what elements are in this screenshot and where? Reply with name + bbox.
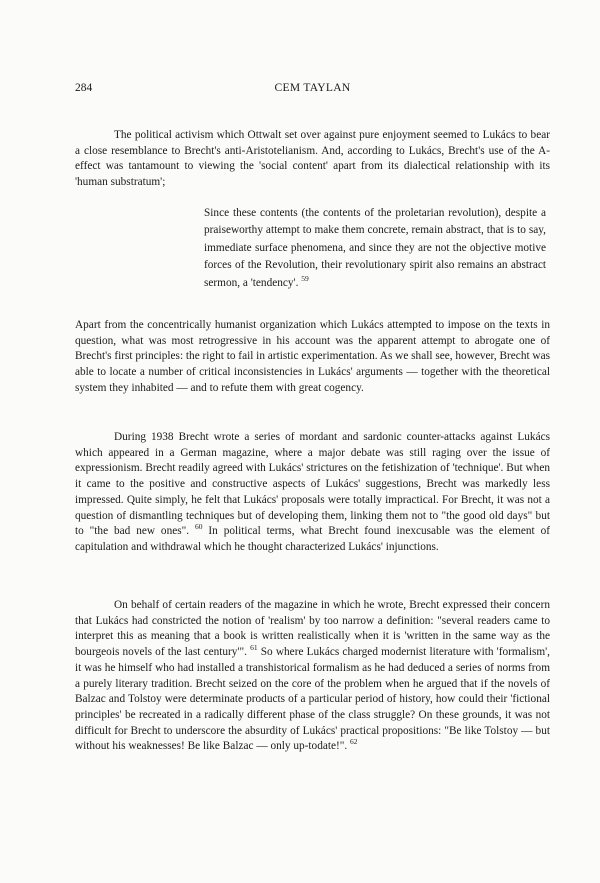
page-number: 284 [75,82,93,94]
paragraph-4-text: On behalf of certain readers of the magazine in which he wrote, Brecht expressed their concern that Lukács had constricted the notion of 'realism' by too narrow a definition: "several readers came to interpret this as meaning that a book is written realistically when it is 'written in the same way as the bourgeois novels of the last century'". [75,599,550,659]
running-head: CEM TAYLAN [274,82,351,94]
block-quote-text: Since these contents (the contents of the proletarian revolution), despite a praiseworthy attempt to make them concrete, remain abstract, that is to say, immediate surface phenomena, and since they are not the objective motive forces of the Revolution, their revolutionary spirit also remains an abstract sermon, a 'tendency'. [204,207,546,289]
footnote-ref-60: 60 [194,522,203,532]
paragraph-2: Apart from the concentrically humanist organization which Lukács attempted to impose on the texts in question, what was most retrogressive in his account was the apparent attempt to abrogate one of Brecht's first principles: the right to fail in artistic experimentation. As we shall see, however, Brecht was able to locate a number of critical inconsistencies in Lukács' arguments — together with the theoretical system they inhabited — and to refute them with great cogency. [75,319,550,394]
paragraph-3-text: During 1938 Brecht wrote a series of mordant and sardonic counter-attacks against Lukács which appeared in a German magazine, where a major debate was still raging over the issue of expressionism. Brecht readily agreed with Lukács' strictures on the fetishization of 'technique'. But when it came to the positive and constructive aspects of Lukács' suggestions, Brecht was markedly less impressed. Quite simply, he felt that Lukács' proposals were totally impractical. For Brecht, it was not a question of dismantling techniques but of developing them, linking them not to "the good old days" but to "the bad new ones". [75,431,550,538]
paragraph-4-text-cont: So where Lukács charged modernist literature with 'formalism', it was he himself who had installed a transhistorical formalism as he had deduced a series of norms from a purely literary tradition. Brecht seized on the core of the problem when he argued that if the novels of Balzac and Tolstoy were determinate products of a particular period of history, how could their 'fictional principles' be recreated in a radically different phase of the class struggle? On these grounds, it was not difficult for Brecht to underscore the absurdity of Lukács' practical propositions: "Be like Tolstoy — but without his weaknesses! Be like Balzac — only up-todate!". [75,646,551,753]
footnote-ref-62: 62 [350,737,358,747]
page-header [75,82,550,96]
paragraph-4 [75,598,550,755]
block-quote [204,205,546,292]
footnote-ref-59: 59 [301,273,309,283]
paragraph-1: The political activism which Ottwalt set over against pure enjoyment seemed to Lukács to bear a close resemblance to Brecht's anti-Aristotelianism. And, according to Lukács, Brecht's use of the A-effect was tantamount to viewing the 'social content' apart from its dialectical relationship with its 'human substratum'; [75,129,550,189]
paragraph-3 [75,430,550,556]
paragraph-3-text-cont: In political terms, what Brecht found inexcusable was the element of capitulation and withdrawal which he thought characterized Lukács' injunctions. [75,525,550,553]
footnote-ref-61: 61 [250,643,258,653]
